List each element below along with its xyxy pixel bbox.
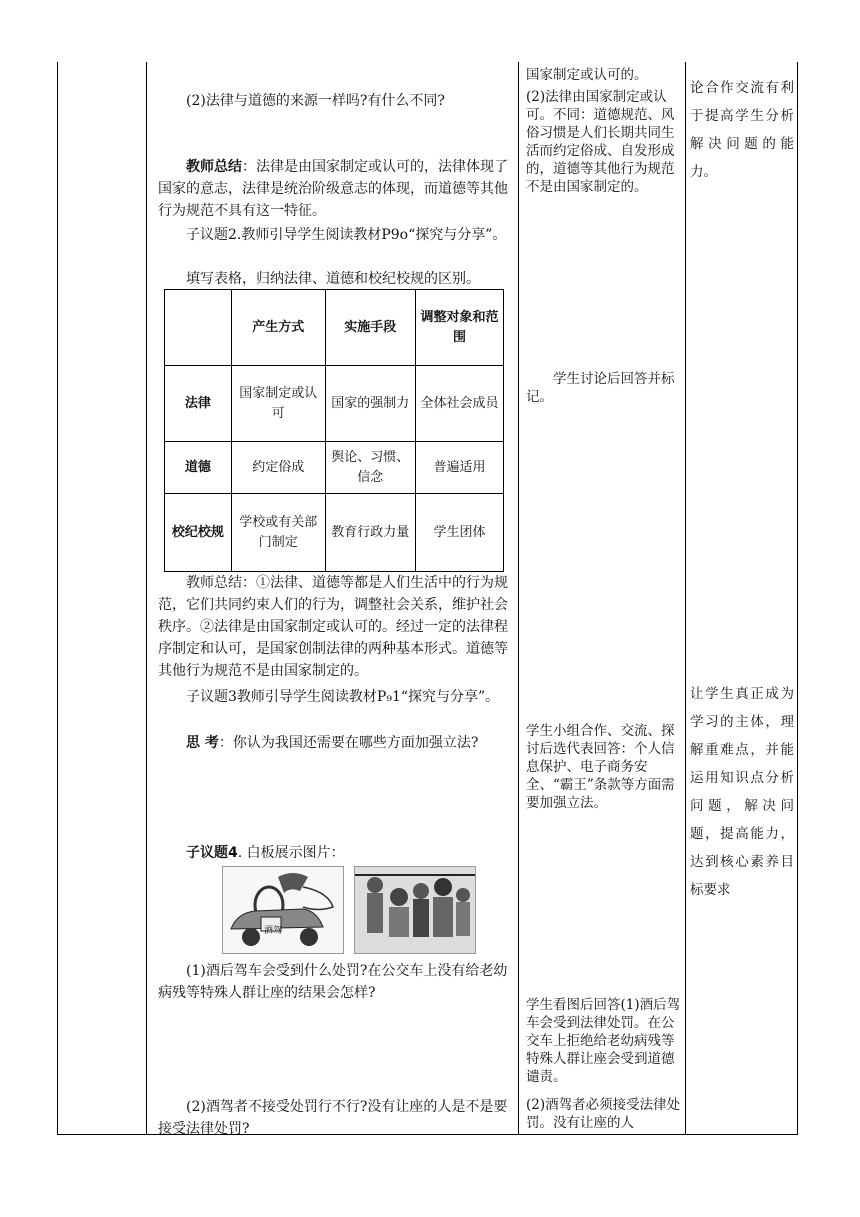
think-label: 思 考 [186,735,219,751]
row-label: 道德 [165,442,232,494]
row-label: 法律 [165,366,232,442]
table-cell: 全体社会成员 [416,366,504,442]
header-cell-empty [165,290,232,366]
column-divider-3 [685,62,686,1135]
table-cell: 教育行政力量 [325,494,415,572]
table-cell: 学校或有关部门制定 [231,494,325,572]
column-divider-1 [146,62,147,1135]
table-cell: 舆论、习惯、信念 [325,442,415,494]
comparison-table [164,289,504,572]
teacher-summary-2: 教师总结：①法律、道德等都是人们生活中的行为规范，它们共同约束人们的行为，调整社会关系，维护社会秩序。②法律是由国家制定或认可的。经过一定的法律程序制定和认可，是国家创制法律的两种基本形式。道德等其他行为规范不是由国家制定的。 [158,575,508,679]
student-answer-1: 国家制定或认可的。 [526,67,648,83]
table-cell: 国家的强制力 [325,366,415,442]
summary-text: ：法律是由国家制定或认可的，法律体现了国家的意志，法律是统治阶级意志的体现，而道德等其他行为规范不具有这一特征。 [158,159,508,219]
table-cell: 普遍适用 [416,442,504,494]
table-header-row [165,290,504,366]
question-2: (2)法律与道德的来源一样吗?有什么不同? [186,93,445,109]
design-intent-1: 论合作交流有利于提高学生分析解决问题的能力。 [690,80,794,180]
table-row [165,442,504,494]
row-label: 校纪校规 [165,494,232,572]
think-question [158,732,513,754]
table-cell: 学生团体 [416,494,504,572]
sub4-text: . 白板展示图片： [237,845,345,861]
table-border-left [57,62,58,1135]
sub-topic-4 [158,842,513,864]
teacher-summary-1 [158,156,513,222]
student-answer-2: (2)法律由国家制定或认可。不同：道德规范、风俗习惯是人们长期共同生活而约定俗成、自发形成的，道德等其他行为规范不是由国家制定的。 [526,89,675,195]
sub-topic-2: 子议题2.教师引导学生阅读教材P9o“探究与分享”。 [186,227,507,243]
think-text: ：你认为我国还需要在哪些方面加强立法? [218,735,479,751]
drunk-driving-illustration [222,866,344,954]
bus-seat-illustration [354,866,476,954]
table-cell: 国家制定或认可 [231,366,325,442]
student-answer-3: 学生讨论后回答并标记。 [526,371,675,405]
student-answer-6: (2)酒驾者必须接受法律处罚。没有让座的人 [526,1097,681,1131]
table-border-right [797,62,798,1135]
header-cell: 调整对象和范围 [416,290,504,366]
student-answer-4: 学生小组合作、交流、探讨后选代表回答：个人信息保护、电子商务安全、“霸王”条款等方面需要加强立法。 [526,723,675,811]
student-answer-5: 学生看图后回答(1)酒后驾车会受到法律处罚。在公交车上拒绝给老幼病残等特殊人群让座会受到道德谴责。 [526,997,681,1085]
fill-table-instruction: 填写表格，归纳法律、道德和校纪校规的区别。 [186,271,480,287]
sub4-label: 子议题4 [186,845,238,861]
summary-label: 教师总结 [186,159,242,175]
header-cell: 产生方式 [231,290,325,366]
column-divider-2 [518,62,519,1135]
question-4-1: (1)酒后驾车会受到什么处罚?在公交车上没有给老幼病残等特殊人群让座的结果会怎样? [158,963,508,1001]
sub-topic-3: 子议题3教师引导学生阅读教材P₉1“探究与分享”。 [186,689,500,705]
header-cell: 实施手段 [325,290,415,366]
question-4-2: (2)酒驾者不接受处罚行不行?没有让座的人是不是要接受法律处罚? [158,1099,508,1137]
table-row [165,494,504,572]
table-row [165,366,504,442]
table-cell: 约定俗成 [231,442,325,494]
design-intent-2: 让学生真正成为学习的主体，理解重难点，并能运用知识点分析问题，解决问题，提高能力，达到核心素养目标要求 [690,686,794,898]
image-caption: 酒驾 [264,926,283,936]
